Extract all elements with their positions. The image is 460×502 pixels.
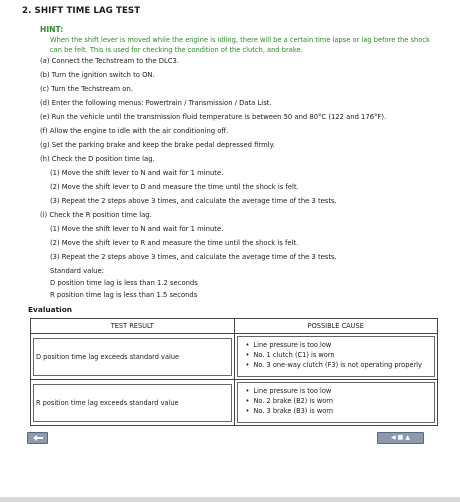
prev-icon[interactable]: ◀	[391, 434, 396, 441]
evaluation-heading: Evaluation	[28, 305, 73, 314]
step-c: (c) Turn the Techstream on.	[40, 85, 133, 93]
page-nav-buttons[interactable]	[377, 432, 424, 444]
table-row	[31, 380, 438, 426]
step-a: (a) Connect the Techstream to the DLC3.	[40, 57, 179, 65]
section-title: 2. SHIFT TIME LAG TEST	[22, 6, 141, 16]
print-icon[interactable]: ■	[397, 434, 404, 441]
step-f: (f) Allow the engine to idle with the air conditioning off.	[40, 127, 229, 135]
cause-item: • No. 1 clutch (C1) is worn	[240, 350, 435, 360]
result-cell	[31, 334, 235, 380]
standard-d: D position time lag is less than 1.2 seconds	[50, 279, 198, 287]
d-substep-1: (1) Move the shift lever to N and wait for 1 minute.	[50, 169, 224, 177]
cause-cell	[234, 380, 438, 426]
step-i: (i) Check the R position time lag.	[40, 211, 152, 219]
standard-r: R position time lag is less than 1.5 seconds	[50, 291, 198, 299]
step-d: (d) Enter the following menus: Powertrain / Transmission / Data List.	[40, 99, 272, 107]
table-header-row	[31, 319, 438, 334]
cause-item: • No. 3 one-way clutch (F3) is not operating properly	[240, 360, 435, 370]
step-e: (e) Run the vehicle until the transmission fluid temperature is between 50 and 80°C (122 and 176°F).	[40, 113, 387, 121]
step-g: (g) Set the parking brake and keep the brake pedal depressed firmly.	[40, 141, 275, 149]
result-cell	[31, 380, 235, 426]
step-h: (h) Check the D position time lag.	[40, 155, 155, 163]
cause-item: • Line pressure is too low	[240, 386, 435, 396]
col-test-result: TEST RESULT	[31, 319, 235, 334]
r-substep-1: (1) Move the shift lever to N and wait for 1 minute.	[50, 225, 224, 233]
r-substep-3: (3) Repeat the 2 steps above 3 times, and calculate the average time of the 3 tests.	[50, 253, 337, 261]
d-substep-3: (3) Repeat the 2 steps above 3 times, and calculate the average time of the 3 tests.	[50, 197, 337, 205]
hint-label: HINT:	[40, 25, 64, 34]
r-substep-2: (2) Move the shift lever to R and measure the time until the shock is felt.	[50, 239, 299, 247]
cause-list	[237, 382, 436, 423]
footer-bar	[0, 497, 460, 502]
table-row	[31, 334, 438, 380]
standard-label: Standard value:	[50, 267, 104, 275]
cause-list	[237, 336, 436, 377]
back-button[interactable]	[27, 432, 48, 444]
cause-item: • No. 3 brake (B3) is worn	[240, 406, 435, 416]
cause-item: • Line pressure is too low	[240, 340, 435, 350]
result-text: D position time lag exceeds standard value	[33, 338, 232, 376]
hint-text: When the shift lever is moved while the engine is idling, there will be a certain time lapse or lag before the shock can be felt. This is used for checking the condition of the clutch, and brake.	[50, 36, 430, 54]
col-possible-cause: POSSIBLE CAUSE	[234, 319, 438, 334]
cause-cell	[234, 334, 438, 380]
step-b: (b) Turn the ignition switch to ON.	[40, 71, 155, 79]
evaluation-table	[30, 318, 438, 426]
cause-item: • No. 2 brake (B2) is worn	[240, 396, 435, 406]
next-icon[interactable]: ▲	[405, 434, 410, 441]
result-text: R position time lag exceeds standard value	[33, 384, 232, 422]
d-substep-2: (2) Move the shift lever to D and measure the time until the shock is felt.	[50, 183, 299, 191]
back-arrow-icon	[32, 434, 44, 442]
